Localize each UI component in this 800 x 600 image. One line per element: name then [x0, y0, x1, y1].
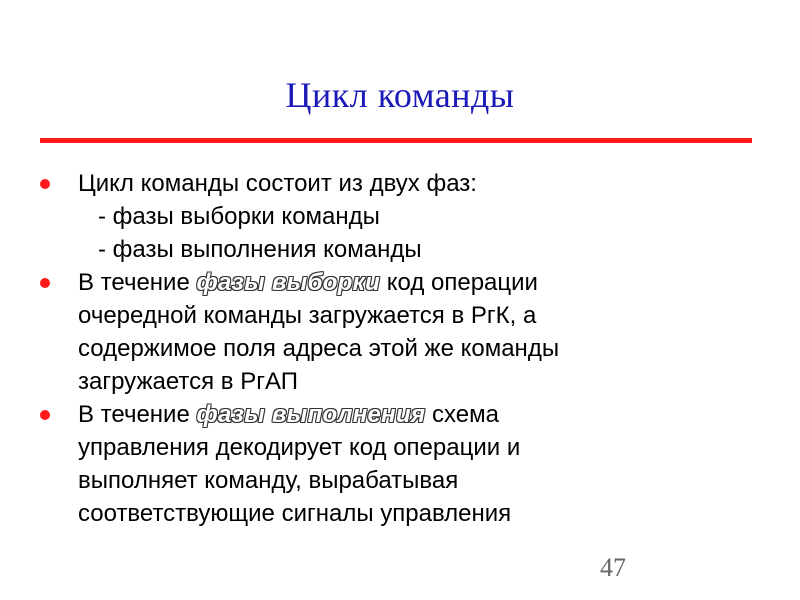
bullet-dot-icon	[40, 179, 50, 189]
slide-content	[40, 167, 740, 530]
emphasis-execute-phase: фазы выполнения	[196, 401, 426, 428]
bullet-2-line-4: загружается в РгАП	[78, 368, 298, 395]
bullet-3-line-1	[78, 398, 740, 431]
emphasis-fetch-phase: фазы выборки	[196, 269, 381, 296]
bullet-item-3	[40, 398, 740, 530]
bullet-2-rest: код операции	[380, 269, 538, 296]
bullet-dot-icon	[40, 410, 50, 420]
bullet-item-1	[40, 167, 740, 200]
bullet-2-line-3: содержимое поля адреса этой же команды	[78, 335, 560, 362]
bullet-dot-icon	[40, 278, 50, 288]
sub-item-1: - фазы выборки команды	[98, 203, 380, 230]
bullet-item-2	[40, 266, 740, 398]
bullet-2-line-1	[78, 266, 740, 299]
bullet-2-prefix: В течение	[78, 269, 197, 296]
bullet-3-line-3: выполняет команду, вырабатывая	[78, 467, 459, 494]
sub-item-2: - фазы выполнения команды	[98, 236, 422, 263]
bullet-1-text: Цикл команды состоит из двух фаз:	[78, 170, 477, 197]
bullet-3-line-2: управления декодирует код операции и	[78, 434, 521, 461]
page-number: 47	[600, 553, 626, 582]
bullet-2-line-2: очередной команды загружается в РгК, а	[78, 302, 537, 329]
slide-title: Цикл команды	[285, 75, 515, 115]
bullet-3-prefix: В течение	[78, 401, 197, 428]
bullet-3-rest: схема	[425, 401, 499, 428]
bullet-3-line-4: соответствующие сигналы управления	[78, 500, 512, 527]
title-divider	[40, 138, 752, 143]
